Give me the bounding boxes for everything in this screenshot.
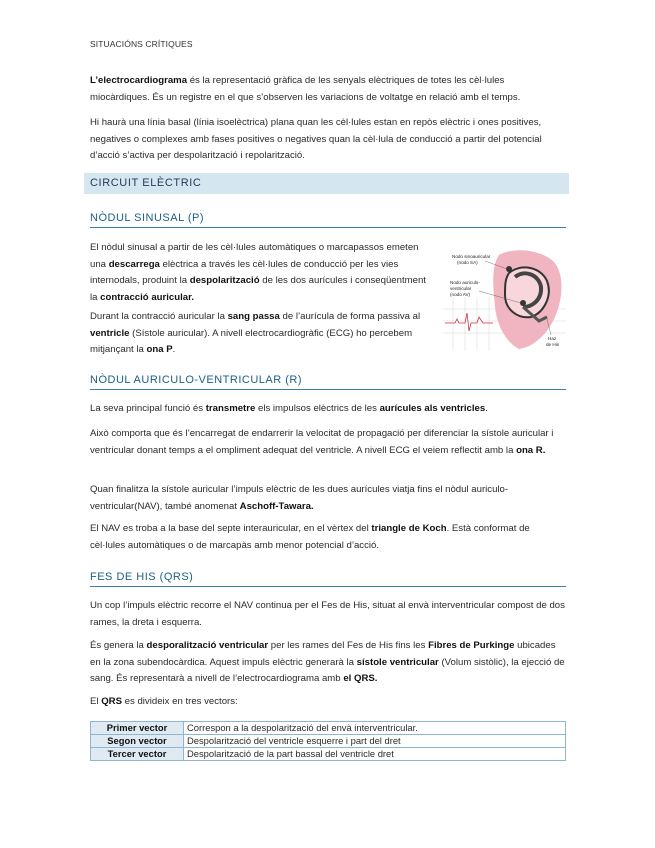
his-paragraph-3: El QRS es divideix en tres vectors: [90, 696, 238, 707]
sa-paragraph-1: El nòdul sinusal a partir de les cèl·lules automàtiques o marcapassos emeten una descarrega elèctrica a través les cèl·lules de conducció per les vies internodals, produint la despolarització de les dos aurícules i conseqüentment la contracció auricular. [90, 242, 426, 303]
heart-conduction-figure [443, 247, 566, 351]
av-paragraph-1: La seva principal funció és transmetre els impulsos elèctrics de les aurícules als ventricles. [90, 403, 488, 414]
label-av-node-3: (nodo AV) [450, 292, 471, 297]
his-paragraph-1: Un cop l’impuls elèctric recorre el NAV continua per el Fes de His, situat al envà interventricular compost de dos rames, la dreta i esquerra. [90, 600, 565, 628]
table-row [91, 735, 566, 748]
bold-term: ventricle [90, 327, 130, 339]
vector-description: Correspon a la despolarització del envà interventricular. [184, 722, 566, 735]
bold-term: L’electrocardiograma [90, 75, 188, 86]
his-paragraph-2: És genera la desporalització ventricular per les rames del Fes de His fins les Fibres de Purkinge ubicades en la zona subendocàrdica. Aquest impuls elèctric generarà la sístole ventricular (Volum sistòlic), la ejecció de sang. És representarà a nivell de l’electrocardiograma amb el QRS. [90, 640, 565, 684]
bold-term: aurícules als ventricles [379, 403, 486, 414]
label-sa-node-2: (nodo SA) [457, 260, 478, 265]
heading-sa-node: NÒDUL SINUSAL (P) [90, 212, 566, 228]
bold-term: sang passa [227, 311, 280, 322]
table-row [91, 722, 566, 735]
label-av-node-1: Nodo auriculo- [450, 280, 480, 285]
intro-paragraph-2: Hi haurà una línia basal (línia isoelèctrica) plana quan les cèl·lules estan en repòs elèctric i ones positives, negatives o complexes amb fases positives o negatives quan la cèl·lula de conducció a partir del potencial d’acció s’activa per despolarització i repolarització. [90, 117, 542, 161]
bold-term: contracció auricular. [100, 291, 194, 303]
bold-term: sístole ventricular [356, 656, 439, 668]
av-paragraph-2: Això comporta que és l’encarregat de endarrerir la velocitat de propagació per diferenciar la sístole auricular i ventricular donant temps a el ompliment adequat del ventricle. A nivell ECG el veiem reflectit amb la ona R. [90, 428, 554, 456]
running-header: SITUACIÓNS CRÍTIQUES [90, 39, 193, 49]
intro-paragraph-1: L’electrocardiograma és la representació gràfica de les senyals elèctriques de totes les cèl·lules miocàrdiques. És un registre en el que s’observen les variacions de voltatge en relació amb el temps. [90, 75, 521, 103]
bold-term: transmetre [205, 403, 256, 414]
label-av-node-2: ventricular [450, 286, 472, 291]
bold-term: ona P [146, 344, 173, 355]
vector-label: Primer vector [91, 722, 184, 735]
label-his-1: Haz [548, 336, 557, 341]
table-row [91, 748, 566, 761]
av-paragraph-4: El NAV es troba a la base del septe interauricular, en el vèrtex del triangle de Koch. Està conformat de cèl·lules automàtiques o de marcapàs amb menor potencial d’acció. [90, 523, 530, 551]
bold-term: QRS [101, 696, 122, 707]
qrs-vectors-table [90, 721, 566, 761]
bold-term: desporalització ventricular [146, 640, 269, 651]
vector-description: Despolarització del ventricle esquerre i part del dret [184, 735, 566, 748]
heading-his-bundle: FES DE HIS (QRS) [90, 571, 566, 587]
bold-term: Fibres de Purkinge [428, 640, 515, 651]
bold-term: despolarització [189, 275, 260, 286]
vector-description: Despolarització de la part bassal del ventricle dret [184, 748, 566, 761]
bold-term: descarrega [108, 258, 160, 270]
vector-label: Segon vector [91, 735, 184, 748]
label-his-2: de His [546, 342, 560, 347]
heading-av-node: NÒDUL AURICULO-VENTRICULAR (R) [90, 374, 566, 390]
section-band [84, 173, 569, 194]
label-sa-node-1: Nodo sinoauricular [452, 254, 491, 259]
sa-paragraph-2: Durant la contracció auricular la sang passa de l’aurícula de forma passiva al ventricle (Sístole auricular). A nivell electrocardiogràfic (ECG) ho percebem mitjançant la ona P. [90, 311, 421, 355]
bold-term: ona R. [516, 444, 546, 456]
vector-label: Tercer vector [91, 748, 184, 761]
bold-term: el QRS. [343, 673, 378, 684]
bold-term: Aschoff-Tawara. [239, 500, 314, 512]
section-title: CIRCUIT ELÈCTRIC [90, 177, 202, 189]
bold-term: triangle de Koch [371, 523, 447, 534]
av-paragraph-3: Quan finalitza la sístole auricular l’impuls elèctric de les dues aurícules viatja fins el nòdul auriculo-ventricular(NAV), també anomenat Aschoff-Tawara. [90, 484, 509, 512]
